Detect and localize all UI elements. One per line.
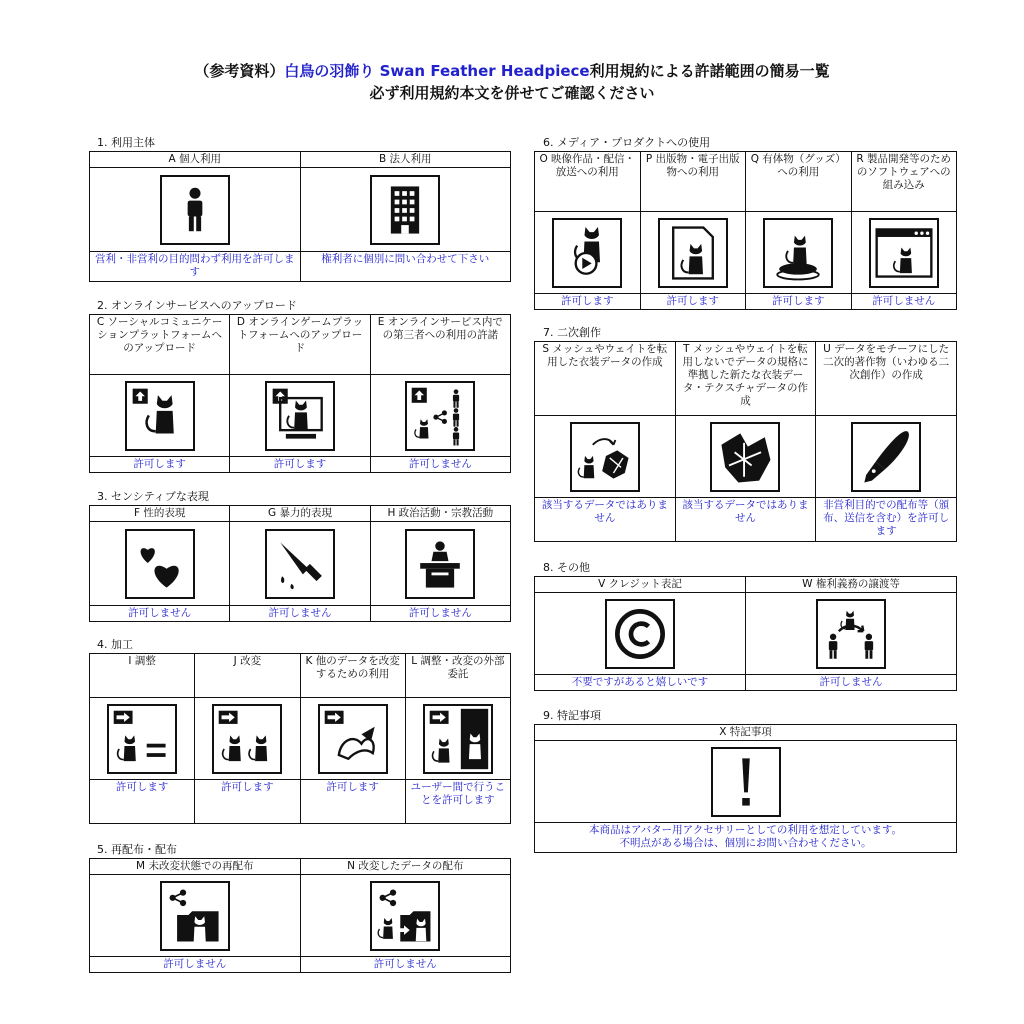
item-g-status: 許可しません [230,606,370,622]
adjust-icon [107,704,177,774]
upload-game-icon [265,381,335,451]
podium-icon [405,529,475,599]
item-g-heading: G 暴力的表現 [230,506,370,522]
modify-icon [212,704,282,774]
item-l-heading: L 調整・改変の外部委託 [405,654,510,698]
item-d-status: 許可します [230,457,370,473]
item-n-status: 許可しません [300,957,511,973]
item-x-heading: X 特記事項 [535,725,957,741]
item-e-status: 許可しません [370,457,510,473]
publication-icon [658,218,728,288]
item-k-status: 許可します [300,780,405,824]
section-7-title: 7. 二次創作 [543,326,601,339]
section-4-title: 4. 加工 [97,638,133,651]
item-j-status: 許可します [195,780,300,824]
item-w-heading: W 権利義務の譲渡等 [746,577,957,593]
person-icon [160,175,230,245]
item-e-heading: E オンラインサービス内での第三者への利用の許諾 [370,315,510,375]
copyright-icon [605,599,675,669]
knife-icon [265,529,335,599]
section-3-table [89,505,511,622]
item-q-status: 許可します [746,294,852,310]
section-1-table [89,151,511,282]
item-v-status: 不要ですがあると嬉しいです [535,675,746,691]
hearts-icon [125,529,195,599]
item-n-heading: N 改変したデータの配布 [300,859,511,875]
product-name: 白鳥の羽飾り Swan Feather Headpiece [284,62,590,80]
section-9-table [534,724,957,853]
item-f-heading: F 性的表現 [90,506,230,522]
exclamation-icon [711,747,781,817]
item-u-status: 非営利目的での配布等（頒布、送信を含む）を許可します [816,498,957,542]
section-1-title: 1. 利用主体 [97,136,155,149]
item-x-status-line-1: 本商品はアバター用アクセサリーとしての利用を想定しています。 [588,824,902,836]
item-h-status: 許可しません [370,606,510,622]
item-x-status-line-2: 不明点がある場合は、個別にお問い合わせください。 [619,837,872,849]
pen-nib-icon [851,422,921,492]
document-title [0,60,1024,104]
item-b-status: 権利者に個別に問い合わせて下さい [300,252,511,282]
item-h-heading: H 政治活動・宗教活動 [370,506,510,522]
redistribute-icon [160,881,230,951]
item-o-heading: O 映像作品・配信・放送への利用 [535,152,641,212]
item-a-status: 営利・非営利の目的問わず利用を許可します [90,252,301,282]
item-p-heading: P 出版物・電子出版物への利用 [640,152,746,212]
transfer-icon [816,599,886,669]
software-icon [869,218,939,288]
item-t-status: 該当するデータではありません [675,498,816,542]
figure-icon [763,218,833,288]
item-p-status: 許可します [640,294,746,310]
item-x-status [535,823,957,853]
item-v-heading: V クレジット表記 [535,577,746,593]
section-2-title: 2. オンラインサービスへのアップロード [97,299,297,312]
upload-share-icon [405,381,475,451]
modify-other-icon [318,704,388,774]
item-q-heading: Q 有体物（グッズ）への利用 [746,152,852,212]
item-i-heading: I 調整 [90,654,195,698]
item-t-heading: T メッシュやウェイトを転用しないでデータの規格に準拠した新たな衣装データ・テクスチャデータの作成 [675,342,816,416]
section-5-title: 5. 再配布・配布 [97,843,177,856]
section-6-table [534,151,957,310]
item-b-heading: B 法人利用 [300,152,511,168]
item-m-status: 許可しません [90,957,301,973]
item-c-status: 許可します [90,457,230,473]
item-c-heading: C ソーシャルコミュニケーションプラットフォームへのアップロード [90,315,230,375]
item-f-status: 許可しません [90,606,230,622]
item-j-heading: J 改変 [195,654,300,698]
distribute-modified-icon [370,881,440,951]
item-s-status: 該当するデータではありません [535,498,676,542]
new-costume-icon [710,422,780,492]
section-9-title: 9. 特記事項 [543,709,601,722]
item-u-heading: U データをモチーフにした二次的著作物（いわゆる二次創作）の作成 [816,342,957,416]
item-m-heading: M 未改変状態での再配布 [90,859,301,875]
section-5-table [89,858,511,973]
upload-avatar-icon [125,381,195,451]
section-6-title: 6. メディア・プロダクトへの使用 [543,136,711,149]
item-l-status: ユーザー間で行うことを許可します [405,780,510,824]
video-icon [552,218,622,288]
item-o-status: 許可します [535,294,641,310]
section-8-title: 8. その他 [543,561,590,574]
mesh-reuse-icon [570,422,640,492]
item-k-heading: K 他のデータを改変するための利用 [300,654,405,698]
item-a-heading: A 個人利用 [90,152,301,168]
section-3-title: 3. センシティブな表現 [97,490,209,503]
item-w-status: 許可しません [746,675,957,691]
section-2-table [89,314,511,473]
item-d-heading: D オンラインゲームプラットフォームへのアップロード [230,315,370,375]
building-icon [370,175,440,245]
outsource-icon [423,704,493,774]
item-r-status: 許可しません [851,294,957,310]
section-4-table [89,653,511,824]
title-line-1: （参考資料）白鳥の羽飾り Swan Feather Headpiece利用規約による許諾範囲の簡易一覧 [194,62,830,80]
item-r-heading: R 製品開発等のためのソフトウェアへの組み込み [851,152,957,212]
section-8-table [534,576,957,691]
section-7-table [534,341,957,542]
item-s-heading: S メッシュやウェイトを転用した衣装データの作成 [535,342,676,416]
title-line-2: 必ず利用規約本文を併せてご確認ください [369,84,655,102]
item-i-status: 許可します [90,780,195,824]
